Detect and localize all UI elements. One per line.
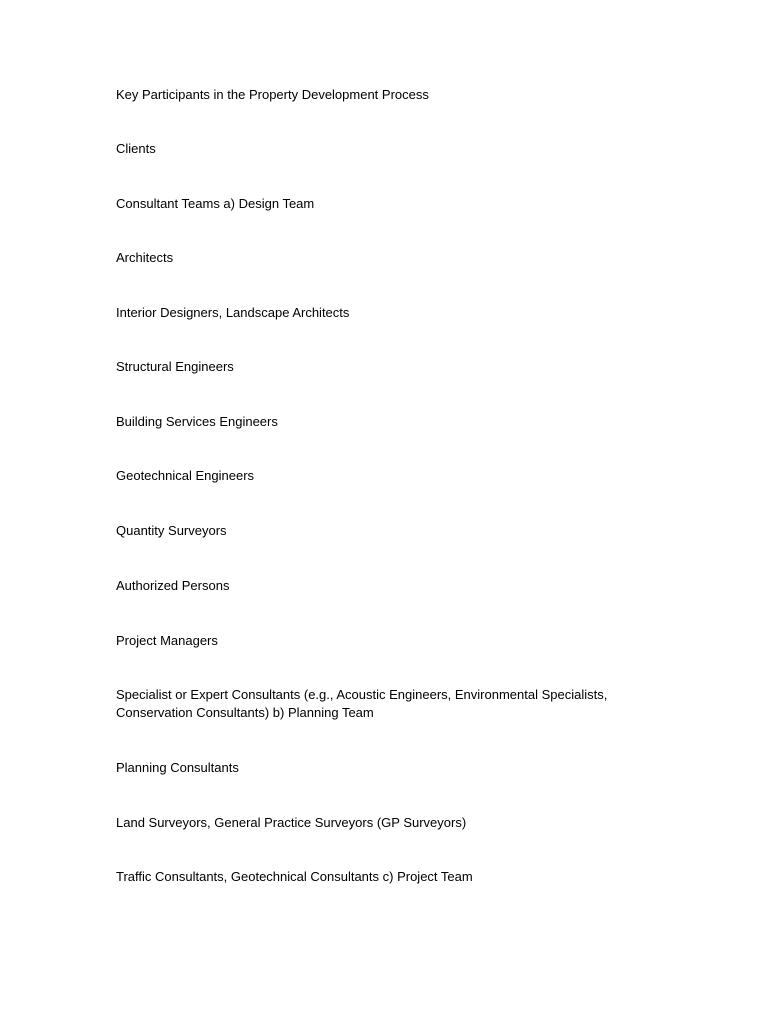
paragraph-planning-consultants: Planning Consultants [116,760,239,775]
paragraph-interior-designers: Interior Designers, Landscape Architects [116,305,350,320]
paragraph-land-surveyors: Land Surveyors, General Practice Surveyors (GP Surveyors) [116,815,467,830]
paragraph-project-managers: Project Managers [116,633,218,648]
paragraph-structural-engineers: Structural Engineers [116,359,234,374]
paragraph-specialist-consultants: Specialist or Expert Consultants (e.g., Acoustic Engineers, Environmental Specialists, Conservation Consultants) b) Planning Team [116,687,608,720]
paragraph-quantity-surveyors: Quantity Surveyors [116,523,227,538]
paragraph-authorized-persons: Authorized Persons [116,578,230,593]
document-title: Key Participants in the Property Development Process [116,87,429,102]
paragraph-architects: Architects [116,250,174,265]
paragraph-traffic-consultants: Traffic Consultants, Geotechnical Consultants c) Project Team [116,869,473,884]
paragraph-clients: Clients [116,141,156,156]
paragraph-building-services: Building Services Engineers [116,414,278,429]
paragraph-geotechnical-engineers: Geotechnical Engineers [116,468,255,483]
paragraph-consultant-teams: Consultant Teams a) Design Team [116,196,315,211]
